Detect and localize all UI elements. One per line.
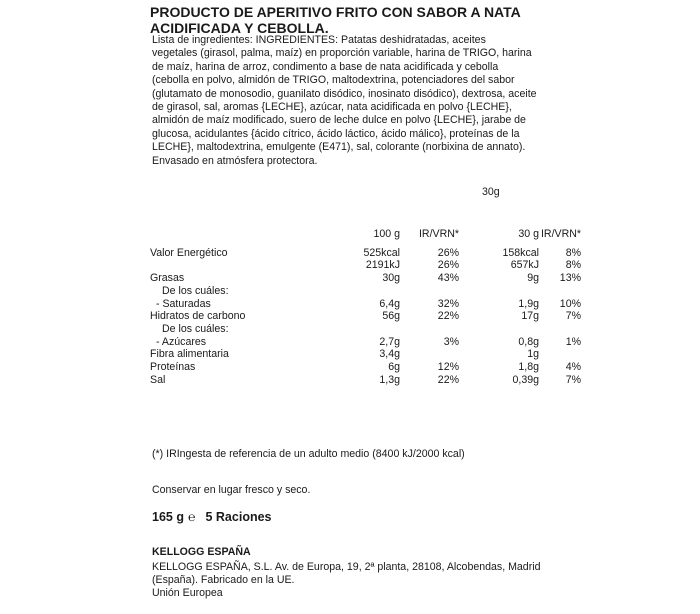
nutrition-row <box>150 310 581 323</box>
value-100g: 2191kJ <box>365 259 400 272</box>
nutrient-label: De los cuáles: <box>162 284 229 297</box>
value-100g <box>347 285 400 298</box>
value-100g: 6g <box>388 361 400 374</box>
value-30g: 1g <box>527 348 539 361</box>
ir-100g: 32% <box>437 297 459 310</box>
ir-100g <box>400 285 459 298</box>
servings-count: 5 Raciones <box>205 510 272 524</box>
value-30g: 0,8g <box>518 335 539 348</box>
nutrient-label <box>150 259 347 272</box>
net-weight <box>152 510 272 524</box>
ingredients-line: de maíz, harina de arroz, condimento a base de nata acidificada y cebolla <box>152 60 499 73</box>
ir-30g: 13% <box>559 272 581 285</box>
value-100g: 2,7g <box>379 335 400 348</box>
value-30g: 1,8g <box>518 361 539 374</box>
brand-name: KELLOGG ESPAÑA <box>152 546 251 558</box>
ir-30g <box>539 285 581 298</box>
ingredients-list <box>152 34 552 168</box>
nutrient-label: - Saturadas <box>156 297 211 310</box>
ir-100g <box>400 323 459 336</box>
value-100g: 30g <box>382 272 400 285</box>
nutrition-header-100g: 100 g <box>373 228 400 240</box>
nutrition-header-ir-100g: IR/VRN* <box>418 228 459 240</box>
nutrient-label: Proteínas <box>150 361 196 374</box>
value-30g: 9g <box>527 272 539 285</box>
ingredients-line: glucosa, acidulantes {ácido cítrico, ácido láctico, ácido málico}, proteínas de la <box>152 127 520 140</box>
nutrient-label: Fibra alimentaria <box>150 348 229 361</box>
ingredients-line: (glutamato de monosodio, guanilato disódico, inosinato disódico), dextrosa, aceite <box>152 87 537 100</box>
nutrition-row <box>150 323 581 336</box>
nutrition-row <box>150 298 581 311</box>
nutrient-label: Grasas <box>150 272 185 285</box>
nutrition-row <box>150 259 581 272</box>
value-100g: 6,4g <box>379 297 400 310</box>
ir-100g: 3% <box>443 335 459 348</box>
ir-100g: 12% <box>437 361 459 374</box>
value-100g: 1,3g <box>379 373 400 386</box>
nutrition-row <box>150 336 581 349</box>
ir-100g: 26% <box>437 246 459 259</box>
serving-size-note: 30g <box>482 186 500 198</box>
ir-30g: 8% <box>565 246 581 259</box>
value-30g: 0,39g <box>512 373 539 386</box>
ir-100g: 22% <box>437 310 459 323</box>
value-100g: 56g <box>382 310 400 323</box>
ir-100g <box>400 348 459 361</box>
ingredients-line: (cebolla en polvo, almidón de TRIGO, maltodextrina, potenciadores del sabor <box>152 74 515 87</box>
ingredients-line: vegetales (girasol, palma, maíz) en proporción variable, harina de TRIGO, harina <box>152 47 532 60</box>
ir-100g: 26% <box>437 259 459 272</box>
value-30g: 17g <box>521 310 539 323</box>
nutrition-row <box>150 348 581 361</box>
nutrition-row <box>150 247 581 260</box>
ir-30g: 1% <box>565 335 581 348</box>
ingredients-line: almidón de maíz modificado, suero de leche dulce en polvo {LECHE}, jarabe de <box>152 114 526 127</box>
nutrient-label: De los cuáles: <box>162 322 229 335</box>
ir-30g: 8% <box>565 259 581 272</box>
ir-30g: 4% <box>565 361 581 374</box>
nutrition-rows <box>150 247 581 387</box>
nutrient-label: Valor Energético <box>150 246 228 259</box>
ingredients-line: LECHE}, maltodextrina, emulgente (E471), sal, colorante (norbixina de annato). <box>152 141 526 154</box>
ir-30g: 10% <box>559 297 581 310</box>
nutrition-header-row <box>150 228 581 241</box>
manufacturer-address <box>152 561 552 601</box>
value-30g: 657kJ <box>510 259 539 272</box>
value-100g <box>347 323 400 336</box>
nutrition-header-label <box>150 228 347 241</box>
packaging-note: Envasado en atmósfera protectora. <box>152 154 318 167</box>
nutrition-table <box>150 228 581 386</box>
nutrient-label: Hidratos de carbono <box>150 310 246 323</box>
nutrient-label: - Azúcares <box>156 335 207 348</box>
ir-100g: 43% <box>437 272 459 285</box>
nutrition-header-ir-30g: IR/VRN* <box>540 228 581 240</box>
ir-30g <box>539 323 581 336</box>
ingredients-line: de girasol, sal, aromas {LECHE}, azúcar, nata acidificada en polvo {LECHE}, <box>152 101 512 114</box>
nutrient-label: Sal <box>150 373 166 386</box>
ir-100g: 22% <box>437 373 459 386</box>
value-30g: 158kcal <box>502 246 539 259</box>
ir-30g <box>539 348 581 361</box>
ingredients-line: Lista de ingredientes: INGREDIENTES: Patatas deshidratadas, aceites <box>152 34 486 46</box>
value-100g: 525kcal <box>363 246 400 259</box>
storage-instructions: Conservar en lugar fresco y seco. <box>152 484 311 496</box>
nutrition-row <box>150 285 581 298</box>
ir-30g: 7% <box>565 310 581 323</box>
nutrition-header-30g: 30 g <box>518 228 539 240</box>
value-30g: 1,9g <box>518 297 539 310</box>
address-line: KELLOGG ESPAÑA, S.L. Av. de Europa, 19, 2ª planta, 28108, Alcobendas, Madrid <box>152 561 541 573</box>
product-title: PRODUCTO DE APERITIVO FRITO CON SABOR A NATA ACIDIFICADA Y CEBOLLA. <box>150 4 521 36</box>
estimated-sign-icon: ℮ <box>187 510 196 524</box>
ir-30g: 7% <box>565 373 581 386</box>
value-30g <box>459 285 539 298</box>
nutrition-row <box>150 361 581 374</box>
value-100g: 3,4g <box>379 348 400 361</box>
net-weight-amount: 165 g <box>152 510 184 524</box>
value-30g <box>459 323 539 336</box>
nutrition-row <box>150 374 581 387</box>
nutrition-row <box>150 272 581 285</box>
reference-intake-footnote: (*) IRIngesta de referencia de un adulto medio (8400 kJ/2000 kcal) <box>152 448 465 460</box>
address-line: Unión Europea <box>152 587 223 600</box>
address-line: (España). Fabricado en la UE. <box>152 574 295 587</box>
